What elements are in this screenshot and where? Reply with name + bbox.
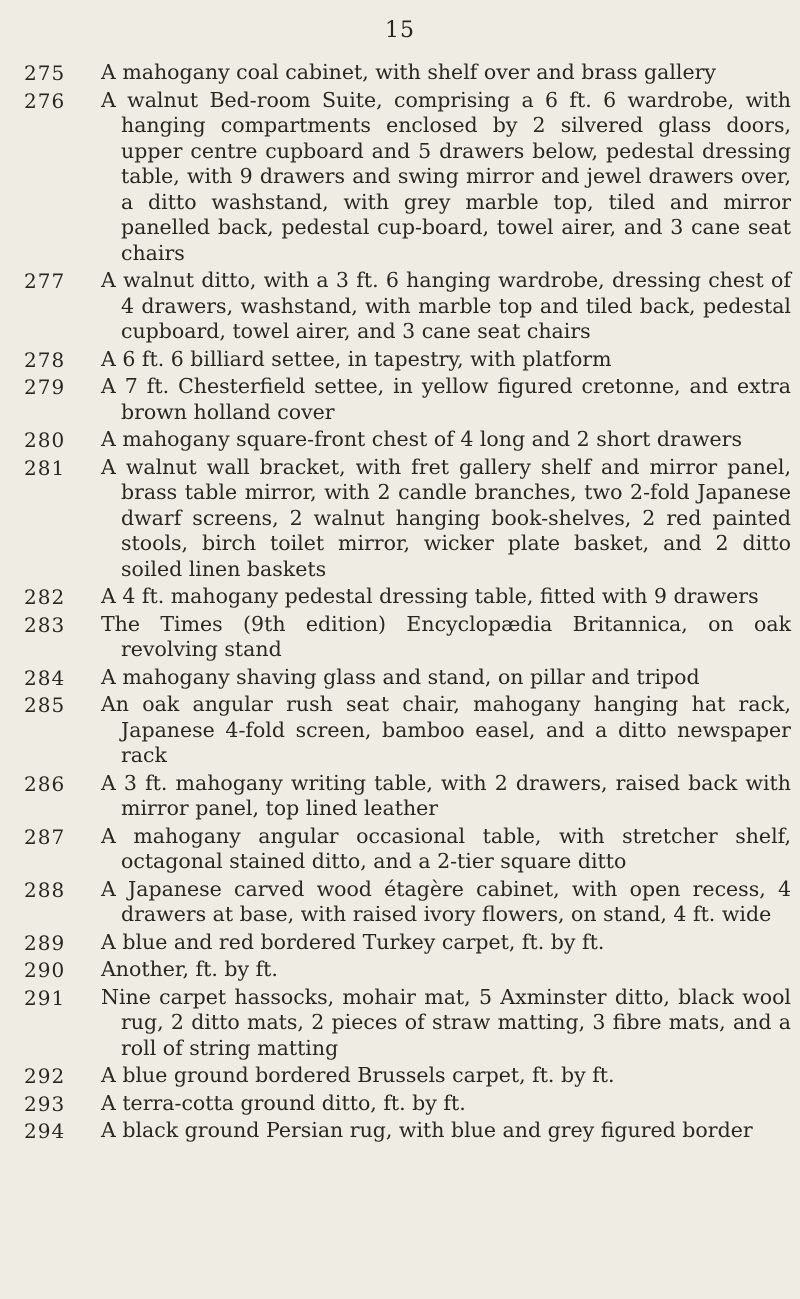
lot-number: 290 — [24, 958, 66, 982]
lot-entry — [0, 877, 800, 928]
lot-entry — [0, 1118, 800, 1144]
lot-entry — [0, 692, 800, 769]
lot-number: 277 — [24, 269, 66, 293]
page-number: 15 — [385, 18, 415, 43]
lot-number: 285 — [24, 693, 66, 717]
lot-number: 293 — [24, 1091, 66, 1116]
lot-description: A mahogany square-front chest of 4 long and 2 short drawers — [101, 427, 743, 451]
lot-entry — [0, 584, 800, 610]
lot-description: A blue ground bordered Brussels carpet, ft. by ft. — [101, 1063, 615, 1087]
lot-description: A 6 ft. 6 billiard settee, in tapestry, with platform — [101, 346, 612, 371]
lot-list — [0, 60, 800, 1146]
lot-description: A 7 ft. Chesterfield settee, in yellow figured cretonne, and extra brown holland cover — [101, 374, 791, 424]
lot-description: A black ground Persian rug, with blue and grey figured border — [101, 1118, 753, 1142]
lot-number: 276 — [24, 88, 66, 113]
lot-entry — [0, 455, 800, 583]
lot-number: 278 — [24, 347, 66, 372]
lot-description: A mahogany shaving glass and stand, on pillar and tripod — [101, 664, 700, 689]
lot-entry — [0, 1063, 800, 1089]
lot-description: A 4 ft. mahogany pedestal dressing table, fitted with 9 drawers — [101, 584, 759, 608]
lot-number: 281 — [24, 455, 66, 480]
lot-entry — [0, 930, 800, 956]
lot-description: A blue and red bordered Turkey carpet, ft. by ft. — [101, 929, 605, 954]
lot-description: Another, ft. by ft. — [101, 957, 278, 981]
lot-description: A mahogany coal cabinet, with shelf over and brass gallery — [101, 60, 716, 84]
lot-description: A Japanese carved wood étagère cabinet, with open recess, 4 drawers at base, with raised ivory flowers, on stand, 4 ft. wide — [101, 876, 791, 926]
lot-entry — [0, 771, 800, 822]
lot-number: 294 — [24, 1119, 66, 1143]
lot-number: 287 — [24, 824, 66, 849]
lot-description: A walnut wall bracket, with fret gallery shelf and mirror panel, brass table mirror, with 2 candle branches, two 2-fold Japanese dwarf screens, 2 walnut hanging book-shelves, 2 red painted stools, birch toilet mirror, wicker plate basket, and 2 ditto soiled linen baskets — [101, 454, 791, 581]
lot-number: 283 — [24, 612, 66, 637]
lot-description: A terra-cotta ground ditto, ft. by ft. — [101, 1090, 466, 1115]
lot-description: A mahogany angular occasional table, with stretcher shelf, octagonal stained ditto, and a 2-tier square ditto — [101, 823, 791, 873]
lot-description: A 3 ft. mahogany writing table, with 2 drawers, raised back with mirror panel, top lined leather — [101, 770, 791, 820]
lot-number: 284 — [24, 665, 66, 690]
lot-entry — [0, 612, 800, 663]
lot-number: 282 — [24, 585, 66, 609]
lot-entry — [0, 665, 800, 691]
lot-number: 280 — [24, 428, 66, 452]
lot-description: The Times (9th edition) Encyclopædia Britannica, on oak revolving stand — [101, 611, 791, 661]
lot-description: An oak angular rush seat chair, mahogany hanging hat rack, Japanese 4-fold screen, bamboo easel, and a ditto newspaper rack — [101, 692, 791, 767]
lot-description: Nine carpet hassocks, mohair mat, 5 Axminster ditto, black wool rug, 2 ditto mats, 2 pieces of straw matting, 3 fibre mats, and a roll of string matting — [101, 984, 791, 1060]
lot-entry — [0, 268, 800, 345]
lot-description: A walnut ditto, with a 3 ft. 6 hanging wardrobe, dressing chest of 4 drawers, washstand, with marble top and tiled back, pedestal cupboard, towel airer, and 3 cane seat chairs — [101, 268, 791, 343]
lot-number: 289 — [24, 930, 66, 955]
lot-entry — [0, 60, 800, 86]
lot-entry — [0, 88, 800, 267]
lot-number: 286 — [24, 771, 66, 796]
lot-entry — [0, 1091, 800, 1117]
lot-number: 275 — [24, 61, 66, 85]
lot-description: A walnut Bed-room Suite, comprising a 6 ft. 6 wardrobe, with hanging compartments enclosed by 2 silvered glass doors, upper centre cupboard and 5 drawers below, pedestal dressing table, with 9 drawers and swing mirror and jewel drawers over, a ditto washstand, with grey marble top, tiled and mirror panelled back, pedestal cup-board, towel airer, and 3 cane seat chairs — [101, 87, 791, 265]
lot-number: 279 — [24, 375, 66, 399]
lot-entry — [0, 985, 800, 1062]
lot-number: 292 — [24, 1064, 66, 1088]
lot-entry — [0, 374, 800, 425]
lot-number: 291 — [24, 985, 66, 1010]
lot-entry — [0, 347, 800, 373]
lot-entry — [0, 824, 800, 875]
lot-number: 288 — [24, 877, 66, 902]
lot-entry — [0, 427, 800, 453]
lot-entry — [0, 957, 800, 983]
